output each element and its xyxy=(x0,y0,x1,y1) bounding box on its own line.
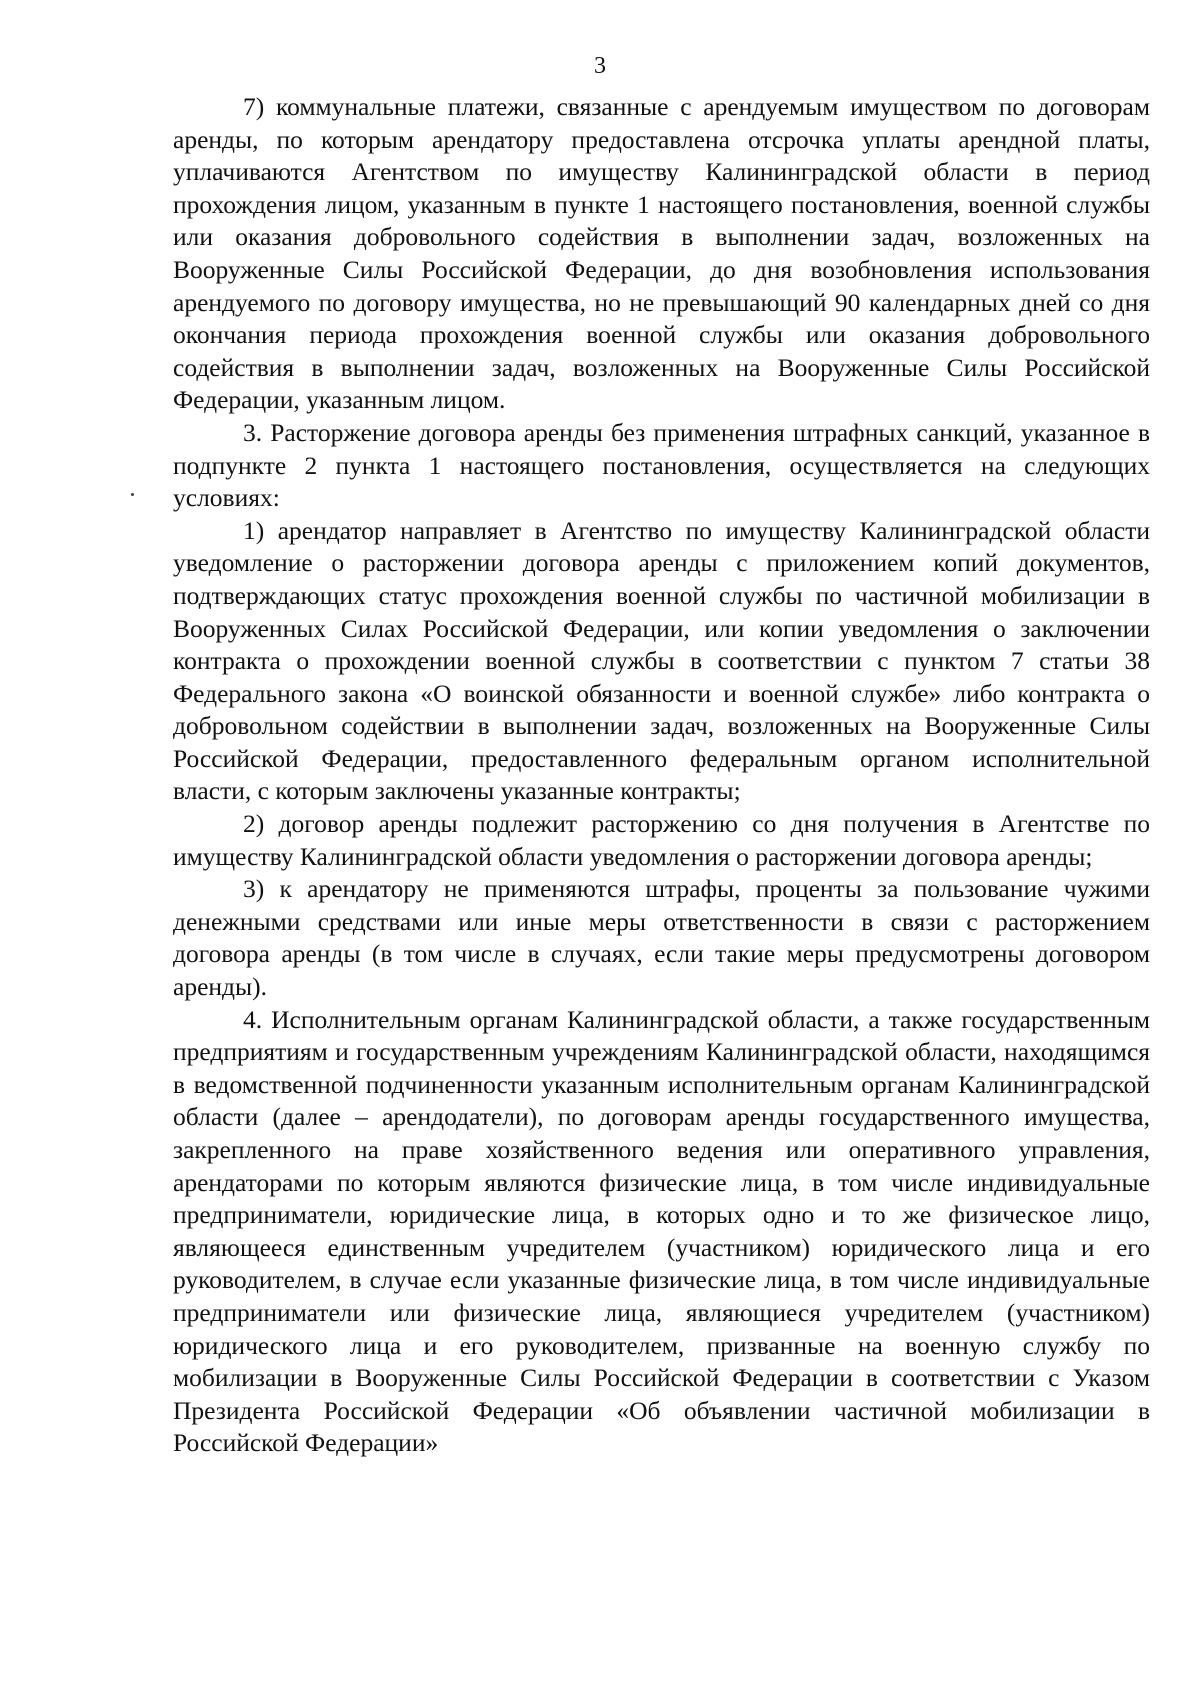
page-number: 3 xyxy=(594,53,606,79)
paragraph-4: 4. Исполнительным органам Калининградской области, а также государственным предприятиям и государственным учреждениям Калининградской области, находящимся в ведомственной подчиненности указанным исполнительным органам Калининградской области (далее – арендодатели), по договорам аренды государственного имущества, закрепленного на праве хозяйственного ведения или оперативного управления, арендаторами по которым являются физические лица, в том числе индивидуальные предприниматели, юридические лица, в которых одно и то же физическое лицо, являющееся единственным учредителем (участником) юридического лица и его руководителем, в случае если указанные физические лица, в том числе индивидуальные предприниматели или физические лица, являющиеся учредителем (участником) юридического лица и его руководителем, призванные на военную службу по мобилизации в Вооруженные Силы Российской Федерации в соответствии с Указом Президента Российской Федерации «Об объявлении частичной мобилизации в Российской Федерации» xyxy=(173,1004,1150,1458)
paragraph-3: 3. Расторжение договора аренды без применения штрафных санкций, указанное в подпункте 2 пункта 1 настоящего постановления, осуществляется на следующих условиях: xyxy=(173,417,1150,513)
paragraph-3-3: 3) к арендатору не применяются штрафы, проценты за пользование чужими денежными средствами или иные меры ответственности в связи с расторжением договора аренды (в том числе в случаях, если такие меры предусмотрены договором аренды). xyxy=(173,874,1150,1002)
scan-speck xyxy=(131,493,134,496)
paragraph-2-7: 7) коммунальные платежи, связанные с арендуемым имуществом по договорам аренды, по которым арендатору предоставлена отсрочка уплаты арендной платы, уплачиваются Агентством по имуществу Калининградской области в период прохождения лицом, указанным в пункте 1 настоящего постановления, военной службы или оказания добровольного содействия в выполнении задач, возложенных на Вооруженные Силы Российской Федерации, до дня возобновления использования арендуемого по договору имущества, но не превышающий 90 календарных дней со дня окончания периода прохождения военной службы или оказания добровольного содействия в выполнении задач, возложенных на Вооруженные Силы Российской Федерации, указанным лицом. xyxy=(173,92,1150,415)
paragraph-3-1: 1) арендатор направляет в Агентство по имуществу Калининградской области уведомление о расторжении договора аренды с приложением копий документов, подтверждающих статус прохождения военной службы по частичной мобилизации в Вооруженных Силах Российской Федерации, или копии уведомления о заключении контракта о прохождении военной службы в соответствии с пунктом 7 статьи 38 Федерального закона «О воинской обязанности и военной службе» либо контракта о добровольном содействии в выполнении задач, возложенных на Вооруженные Силы Российской Федерации, предоставленного федеральным органом исполнительной власти, с которым заключены указанные контракты; xyxy=(173,515,1150,806)
paragraph-3-2: 2) договор аренды подлежит расторжению со дня получения в Агентстве по имуществу Калининградской области уведомления о расторжении договора аренды; xyxy=(173,809,1150,871)
document-body xyxy=(173,91,1150,1460)
